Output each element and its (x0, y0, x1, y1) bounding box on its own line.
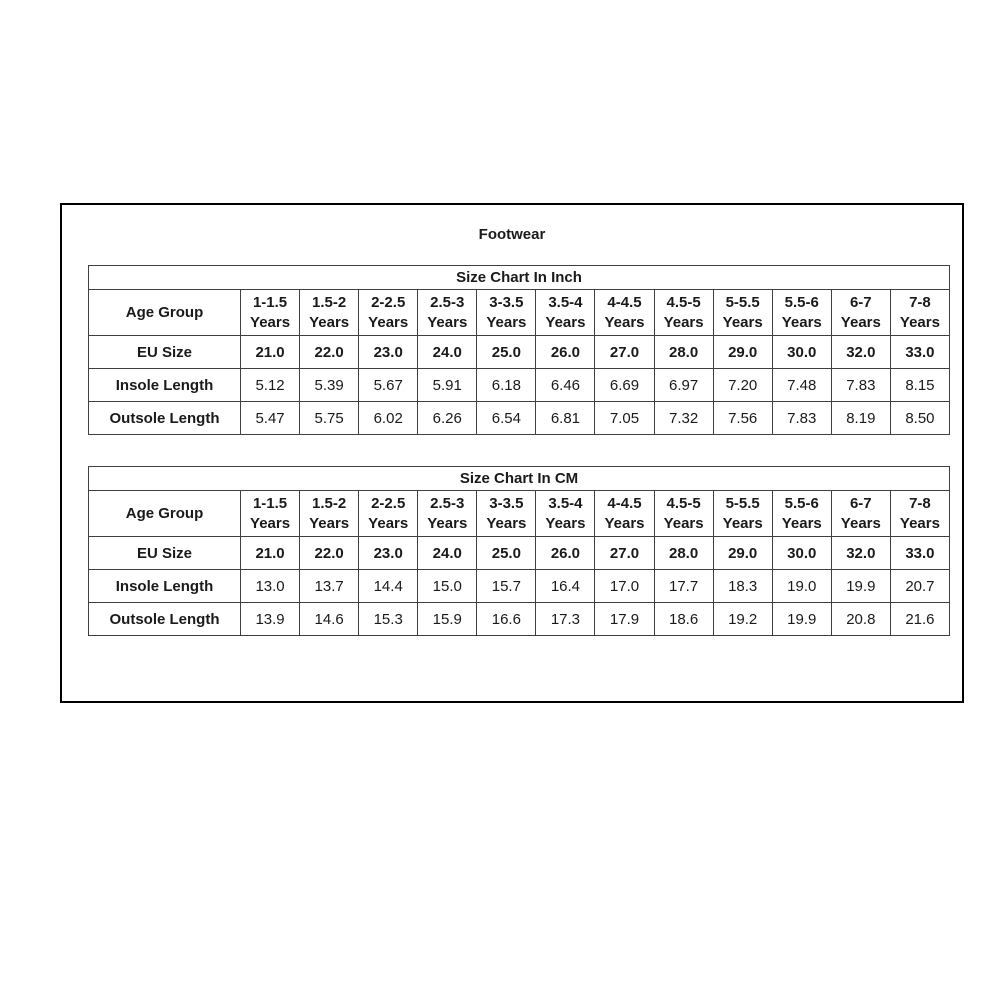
value-cell: 32.0 (831, 537, 890, 570)
value-cell: 6.46 (536, 369, 595, 402)
age-unit: Years (899, 313, 940, 331)
age-unit: Years (250, 514, 291, 532)
value-cell: 5.39 (300, 369, 359, 402)
age-group-cell (713, 290, 772, 336)
value-cell: 22.0 (300, 537, 359, 570)
age-range: 4-4.5 (607, 494, 642, 512)
age-range: 1-1.5 (252, 494, 288, 512)
value-cell: 6.02 (359, 402, 418, 435)
table-row (89, 336, 950, 369)
value-cell: 15.7 (477, 570, 536, 603)
age-unit: Years (427, 514, 468, 532)
value-cell: 24.0 (418, 336, 477, 369)
value-cell: 30.0 (772, 537, 831, 570)
age-range: 6-7 (849, 494, 872, 512)
age-unit: Years (604, 514, 645, 532)
value-cell: 5.12 (241, 369, 300, 402)
value-cell: 21.6 (890, 603, 949, 636)
age-range: 1.5-2 (312, 494, 347, 512)
table-row (89, 537, 950, 570)
age-range: 2.5-3 (430, 293, 465, 311)
value-cell: 8.15 (890, 369, 949, 402)
age-group-cell (654, 491, 713, 537)
value-cell: 7.83 (831, 369, 890, 402)
value-cell: 33.0 (890, 537, 949, 570)
age-unit: Years (663, 514, 704, 532)
age-range: 2-2.5 (371, 293, 406, 311)
age-range: 1.5-2 (312, 293, 347, 311)
value-cell: 18.3 (713, 570, 772, 603)
value-cell: 25.0 (477, 537, 536, 570)
table-title: Size Chart In Inch (89, 266, 950, 290)
value-cell: 17.0 (595, 570, 654, 603)
age-group-cell (772, 491, 831, 537)
value-cell: 7.83 (772, 402, 831, 435)
row-label-cell: EU Size (89, 336, 241, 369)
age-range: 7-8 (909, 293, 931, 311)
value-cell: 6.81 (536, 402, 595, 435)
value-cell: 19.0 (772, 570, 831, 603)
age-range: 4.5-5 (666, 494, 701, 512)
row-header-age-group: Age Group (89, 491, 241, 537)
row-label-cell: Outsole Length (89, 402, 241, 435)
age-unit: Years (899, 514, 940, 532)
value-cell: 5.75 (300, 402, 359, 435)
value-cell: 7.32 (654, 402, 713, 435)
value-cell: 24.0 (418, 537, 477, 570)
age-range: 5-5.5 (725, 494, 760, 512)
value-cell: 25.0 (477, 336, 536, 369)
value-cell: 29.0 (713, 336, 772, 369)
age-group-cell (595, 290, 654, 336)
table-row (89, 603, 950, 636)
value-cell: 5.47 (241, 402, 300, 435)
value-cell: 19.2 (713, 603, 772, 636)
value-cell: 17.9 (595, 603, 654, 636)
value-cell: 13.7 (300, 570, 359, 603)
value-cell: 20.8 (831, 603, 890, 636)
value-cell: 7.48 (772, 369, 831, 402)
value-cell: 32.0 (831, 336, 890, 369)
value-cell: 18.6 (654, 603, 713, 636)
table-row (89, 369, 950, 402)
tables-container (88, 265, 962, 636)
value-cell: 6.18 (477, 369, 536, 402)
age-group-cell (300, 491, 359, 537)
age-range: 3.5-4 (548, 293, 583, 311)
age-range: 2.5-3 (430, 494, 465, 512)
value-cell: 5.91 (418, 369, 477, 402)
value-cell: 14.6 (300, 603, 359, 636)
value-cell: 16.4 (536, 570, 595, 603)
age-unit: Years (545, 313, 586, 331)
age-unit: Years (545, 514, 586, 532)
size-chart-panel (60, 203, 964, 703)
age-unit: Years (486, 313, 527, 331)
value-cell: 23.0 (359, 537, 418, 570)
size-table-cm (88, 466, 950, 636)
table-row (89, 570, 950, 603)
age-range: 4.5-5 (666, 293, 701, 311)
page-title: Footwear (478, 226, 546, 243)
age-range: 3-3.5 (489, 293, 524, 311)
age-unit: Years (722, 514, 763, 532)
age-group-cell (418, 290, 477, 336)
age-range: 3.5-4 (548, 494, 583, 512)
age-unit: Years (722, 313, 763, 331)
row-label-cell: Insole Length (89, 570, 241, 603)
age-unit: Years (250, 313, 291, 331)
value-cell: 29.0 (713, 537, 772, 570)
value-cell: 13.9 (241, 603, 300, 636)
value-cell: 7.05 (595, 402, 654, 435)
age-group-cell (359, 290, 418, 336)
row-label-cell: Insole Length (89, 369, 241, 402)
row-label-cell: Outsole Length (89, 603, 241, 636)
age-group-cell (359, 491, 418, 537)
value-cell: 33.0 (890, 336, 949, 369)
age-unit: Years (486, 514, 527, 532)
value-cell: 8.50 (890, 402, 949, 435)
age-group-cell (477, 491, 536, 537)
value-cell: 27.0 (595, 537, 654, 570)
size-table-inch (88, 265, 950, 435)
age-unit: Years (663, 313, 704, 331)
age-group-cell (241, 491, 300, 537)
age-unit: Years (309, 514, 350, 532)
value-cell: 15.9 (418, 603, 477, 636)
age-unit: Years (368, 313, 409, 331)
value-cell: 26.0 (536, 537, 595, 570)
value-cell: 13.0 (241, 570, 300, 603)
age-range: 3-3.5 (489, 494, 524, 512)
age-unit: Years (604, 313, 645, 331)
value-cell: 7.20 (713, 369, 772, 402)
age-group-cell (772, 290, 831, 336)
age-group-cell (536, 491, 595, 537)
value-cell: 16.6 (477, 603, 536, 636)
value-cell: 15.3 (359, 603, 418, 636)
value-cell: 28.0 (654, 336, 713, 369)
value-cell: 20.7 (890, 570, 949, 603)
age-group-cell (300, 290, 359, 336)
age-group-cell (890, 290, 949, 336)
value-cell: 15.0 (418, 570, 477, 603)
value-cell: 26.0 (536, 336, 595, 369)
value-cell: 30.0 (772, 336, 831, 369)
value-cell: 17.7 (654, 570, 713, 603)
age-group-cell (241, 290, 300, 336)
age-unit: Years (427, 313, 468, 331)
value-cell: 19.9 (831, 570, 890, 603)
value-cell: 27.0 (595, 336, 654, 369)
value-cell: 22.0 (300, 336, 359, 369)
age-group-cell (654, 290, 713, 336)
age-group-cell (713, 491, 772, 537)
age-group-cell (595, 491, 654, 537)
value-cell: 14.4 (359, 570, 418, 603)
age-group-cell (477, 290, 536, 336)
value-cell: 21.0 (241, 336, 300, 369)
age-unit: Years (368, 514, 409, 532)
age-unit: Years (309, 313, 350, 331)
value-cell: 6.26 (418, 402, 477, 435)
value-cell: 6.97 (654, 369, 713, 402)
age-range: 5-5.5 (725, 293, 760, 311)
age-unit: Years (781, 313, 822, 331)
value-cell: 19.9 (772, 603, 831, 636)
age-group-cell (831, 290, 890, 336)
age-range: 2-2.5 (371, 494, 406, 512)
age-group-cell (890, 491, 949, 537)
age-range: 5.5-6 (784, 293, 819, 311)
row-header-age-group: Age Group (89, 290, 241, 336)
age-group-cell (536, 290, 595, 336)
age-range: 7-8 (909, 494, 931, 512)
table-row (89, 402, 950, 435)
row-label-cell: EU Size (89, 537, 241, 570)
table-title: Size Chart In CM (89, 467, 950, 491)
age-unit: Years (840, 313, 881, 331)
age-range: 6-7 (849, 293, 872, 311)
age-group-cell (831, 491, 890, 537)
value-cell: 6.54 (477, 402, 536, 435)
value-cell: 21.0 (241, 537, 300, 570)
age-range: 1-1.5 (252, 293, 288, 311)
value-cell: 5.67 (359, 369, 418, 402)
value-cell: 28.0 (654, 537, 713, 570)
age-range: 4-4.5 (607, 293, 642, 311)
age-group-cell (418, 491, 477, 537)
age-unit: Years (781, 514, 822, 532)
value-cell: 23.0 (359, 336, 418, 369)
value-cell: 8.19 (831, 402, 890, 435)
age-range: 5.5-6 (784, 494, 819, 512)
age-unit: Years (840, 514, 881, 532)
value-cell: 7.56 (713, 402, 772, 435)
value-cell: 17.3 (536, 603, 595, 636)
value-cell: 6.69 (595, 369, 654, 402)
